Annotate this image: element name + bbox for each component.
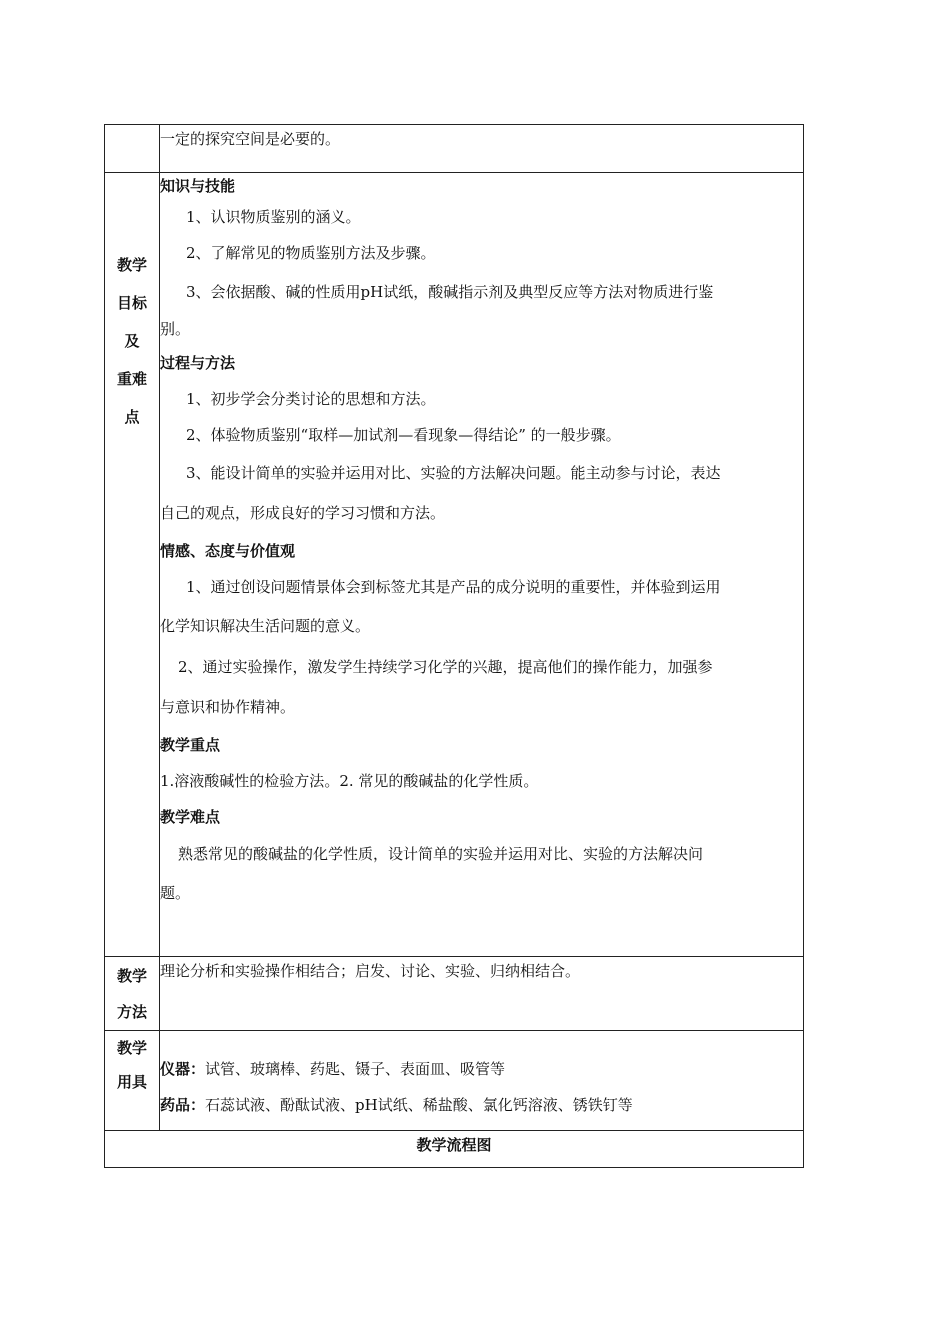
intro-text: 一定的探究空间是必要的。 <box>160 130 341 148</box>
tools-label-line: 教学 <box>116 1039 147 1057</box>
knowledge-heading: 知识与技能 <box>160 177 236 195</box>
instruments-text: 试管、玻璃棒、药匙、镊子、表面皿、吸管等 <box>205 1060 506 1078</box>
intro-row <box>105 125 804 173</box>
knowledge-item: 1、认识物质鉴别的涵义。 <box>186 208 361 226</box>
knowledge-item: 3、会依据酸、碱的性质用pH试纸，酸碱指示剂及典型反应等方法对物质进行鉴 <box>186 283 714 301</box>
goals-label-line: 及 <box>124 332 140 350</box>
instruments-label: 仪器： <box>160 1060 206 1078</box>
difficulty-heading: 教学难点 <box>160 808 221 826</box>
lesson-plan-table <box>104 124 804 1168</box>
reagents-label: 药品： <box>160 1096 206 1114</box>
emotion-item: 2、通过实验操作，激发学生持续学习化学的兴趣，提高他们的操作能力，加强参 <box>178 658 713 676</box>
method-label-line: 方法 <box>116 1003 147 1021</box>
method-label-cell <box>105 957 160 1031</box>
key-point-text: 1.溶液酸碱性的检验方法。2. 常见的酸碱盐的化学性质。 <box>160 772 539 790</box>
process-item: 2、体验物质鉴别“取样—加试剂—看现象—得结论” 的一般步骤。 <box>186 426 621 444</box>
emotion-item: 与意识和协作精神。 <box>160 698 296 716</box>
process-item: 3、能设计简单的实验并运用对比、实验的方法解决问题。能主动参与讨论，表达 <box>186 464 721 482</box>
tools-label-cell <box>105 1031 160 1131</box>
flow-title-cell <box>105 1131 804 1168</box>
process-heading: 过程与方法 <box>160 354 236 372</box>
knowledge-item: 别。 <box>160 320 191 338</box>
tools-label-line: 用具 <box>116 1073 147 1091</box>
goals-label-line: 重难 <box>116 370 147 388</box>
process-item: 1、初步学会分类讨论的思想和方法。 <box>186 390 436 408</box>
tools-content-cell <box>160 1031 804 1131</box>
goals-label-line: 教学 <box>116 256 147 274</box>
instruments-line <box>160 1051 803 1087</box>
emotion-item: 1、通过创设问题情景体会到标签尤其是产品的成分说明的重要性，并体验到运用 <box>186 578 721 596</box>
flow-title: 教学流程图 <box>416 1136 492 1154</box>
method-label-line: 教学 <box>116 967 147 985</box>
flow-row <box>105 1131 804 1168</box>
process-item: 自己的观点，形成良好的学习习惯和方法。 <box>160 504 446 522</box>
emotion-heading: 情感、态度与价值观 <box>160 542 296 560</box>
goals-content-cell <box>160 173 804 957</box>
reagents-line <box>160 1087 803 1123</box>
goals-label-line: 点 <box>124 408 140 426</box>
goals-label-cell <box>105 173 160 957</box>
method-row <box>105 957 804 1031</box>
goals-row <box>105 173 804 957</box>
tools-row <box>105 1031 804 1131</box>
difficulty-item: 题。 <box>160 884 191 902</box>
reagents-text: 石蕊试液、酚酞试液、pH试纸、稀盐酸、氯化钙溶液、锈铁钉等 <box>205 1096 633 1114</box>
intro-content-cell <box>160 125 804 173</box>
knowledge-item: 2、了解常见的物质鉴别方法及步骤。 <box>186 244 436 262</box>
goals-label-line: 目标 <box>116 294 147 312</box>
difficulty-item: 熟悉常见的酸碱盐的化学性质，设计简单的实验并运用对比、实验的方法解决问 <box>178 845 704 863</box>
method-content-cell <box>160 957 804 1031</box>
intro-label-cell <box>105 125 160 173</box>
key-point-heading: 教学重点 <box>160 736 221 754</box>
method-text: 理论分析和实验操作相结合；启发、讨论、实验、归纳相结合。 <box>160 962 581 980</box>
emotion-item: 化学知识解决生活问题的意义。 <box>160 617 371 635</box>
